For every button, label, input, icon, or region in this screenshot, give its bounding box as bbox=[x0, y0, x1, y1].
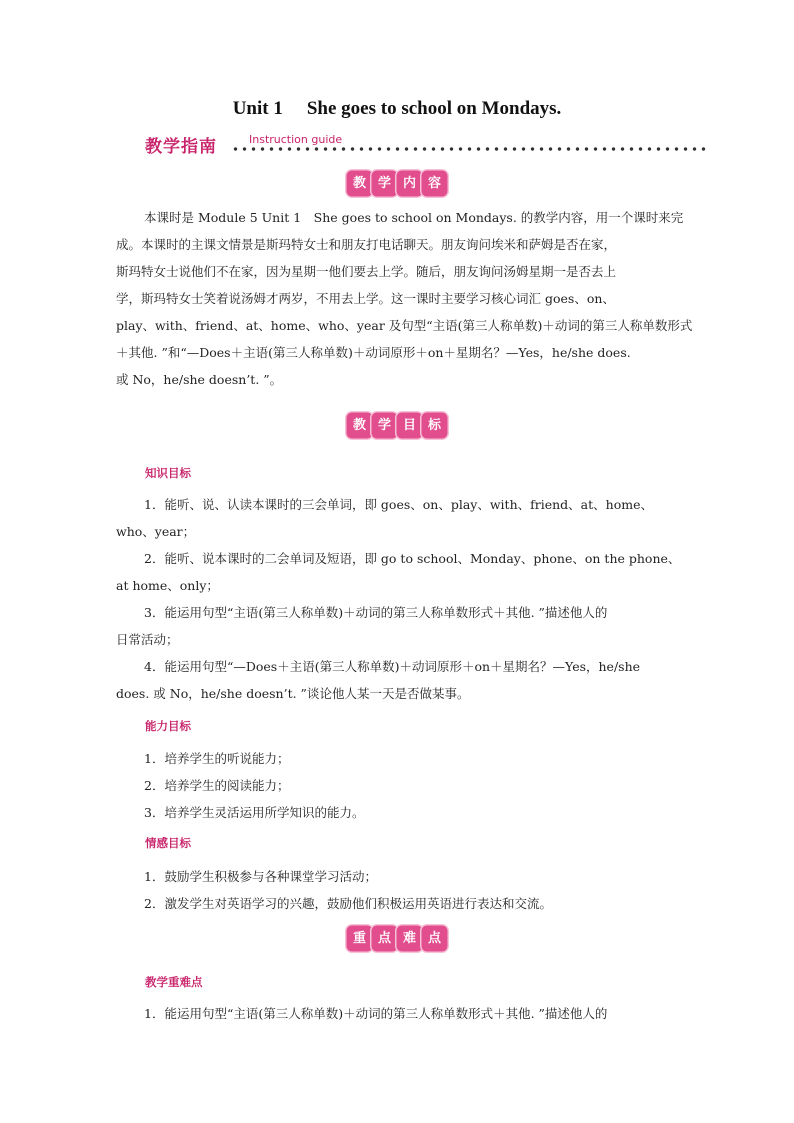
difficulty-list bbox=[116, 1000, 684, 1027]
badge-char: 点 bbox=[373, 927, 396, 950]
list-item: 1．能运用句型“主语(第三人称单数)＋动词的第三人称单数形式＋其他. ”描述他人的 bbox=[144, 1006, 608, 1021]
emotion-goals-list bbox=[116, 863, 684, 917]
badge-char: 难 bbox=[398, 927, 421, 950]
badge-char: 教 bbox=[348, 172, 371, 195]
content-paragraph bbox=[116, 204, 693, 393]
guide-title-cn: 教学指南 bbox=[145, 137, 217, 157]
lesson-title-text: She goes to school on Mondays. bbox=[306, 98, 562, 119]
section-badge-content bbox=[0, 172, 794, 195]
list-item: who、year； bbox=[116, 524, 196, 539]
paragraph-line: 成。本课时的主课文情景是斯玛特女士和朋友打电话聊天。朋友询问埃米和萨姆是否在家， bbox=[116, 237, 617, 252]
ability-goals-heading: 能力目标 bbox=[145, 719, 191, 733]
list-item: 3．培养学生灵活运用所学知识的能力。 bbox=[144, 805, 365, 820]
badge-char: 点 bbox=[423, 927, 446, 950]
list-item: 1．培养学生的听说能力； bbox=[144, 751, 290, 766]
list-item: 1．能听、说、认读本课时的三会单词，即 goes、on、play、with、friend、at、home、 bbox=[144, 497, 653, 512]
emotion-goals-heading: 情感目标 bbox=[145, 836, 191, 850]
list-item: 2．培养学生的阅读能力； bbox=[144, 778, 290, 793]
badge-char: 学 bbox=[373, 172, 396, 195]
unit-label: Unit 1 bbox=[232, 98, 283, 119]
list-item: at home、only； bbox=[116, 578, 219, 593]
ability-goals-list bbox=[116, 745, 684, 826]
list-item: 1．鼓励学生积极参与各种课堂学习活动； bbox=[144, 869, 377, 884]
dotted-leader bbox=[231, 146, 710, 152]
badge-char: 内 bbox=[398, 172, 421, 195]
section-badge-goals bbox=[0, 414, 794, 437]
badge-char: 标 bbox=[423, 414, 446, 437]
knowledge-goals-list bbox=[116, 491, 684, 707]
paragraph-line: 斯玛特女士说他们不在家，因为星期一他们要去上学。随后，朋友询问汤姆星期一是否去上 bbox=[116, 264, 617, 279]
badge-char: 教 bbox=[348, 414, 371, 437]
badge-char: 容 bbox=[423, 172, 446, 195]
list-item: 2．激发学生对英语学习的兴趣，鼓励他们积极运用英语进行表达和交流。 bbox=[144, 896, 552, 911]
knowledge-goals-heading: 知识目标 bbox=[145, 466, 191, 480]
badge-char: 目 bbox=[398, 414, 421, 437]
list-item: 4．能运用句型“—Does＋主语(第三人称单数)＋动词原形＋on＋星期名？—Yes，he/she bbox=[144, 659, 641, 674]
paragraph-line: 本课时是 Module 5 Unit 1 She goes to school on Mondays. 的教学内容，用一个课时来完 bbox=[144, 210, 684, 225]
list-item: 日常活动； bbox=[116, 632, 179, 647]
list-item: 3．能运用句型“主语(第三人称单数)＋动词的第三人称单数形式＋其他. ”描述他人的 bbox=[144, 605, 608, 620]
guide-title-en: Instruction guide bbox=[249, 133, 343, 146]
section-badge-keys bbox=[0, 927, 794, 950]
paragraph-line: 或 No，he/she doesn’t. ”。 bbox=[116, 372, 283, 387]
list-item: does. 或 No，he/she doesn’t. ”谈论他人某一天是否做某事。 bbox=[116, 686, 470, 701]
paragraph-line: 学，斯玛特女士笑着说汤姆才两岁，不用去上学。这一课时主要学习核心词汇 goes、on、 bbox=[116, 291, 615, 306]
lesson-title bbox=[0, 98, 794, 120]
paragraph-line: play、with、friend、at、home、who、year 及句型“主语(第三人称单数)＋动词的第三人称单数形式 bbox=[116, 318, 693, 333]
list-item: 2．能听、说本课时的二会单词及短语，即 go to school、Monday、phone、on the phone、 bbox=[144, 551, 681, 566]
paragraph-line: ＋其他. ”和“—Does＋主语(第三人称单数)＋动词原形＋on＋星期名？—Yes，he/she does. bbox=[116, 345, 631, 360]
instruction-guide-header bbox=[145, 130, 710, 156]
badge-char: 学 bbox=[373, 414, 396, 437]
badge-char: 重 bbox=[348, 927, 371, 950]
difficulty-heading: 教学重难点 bbox=[145, 975, 203, 989]
